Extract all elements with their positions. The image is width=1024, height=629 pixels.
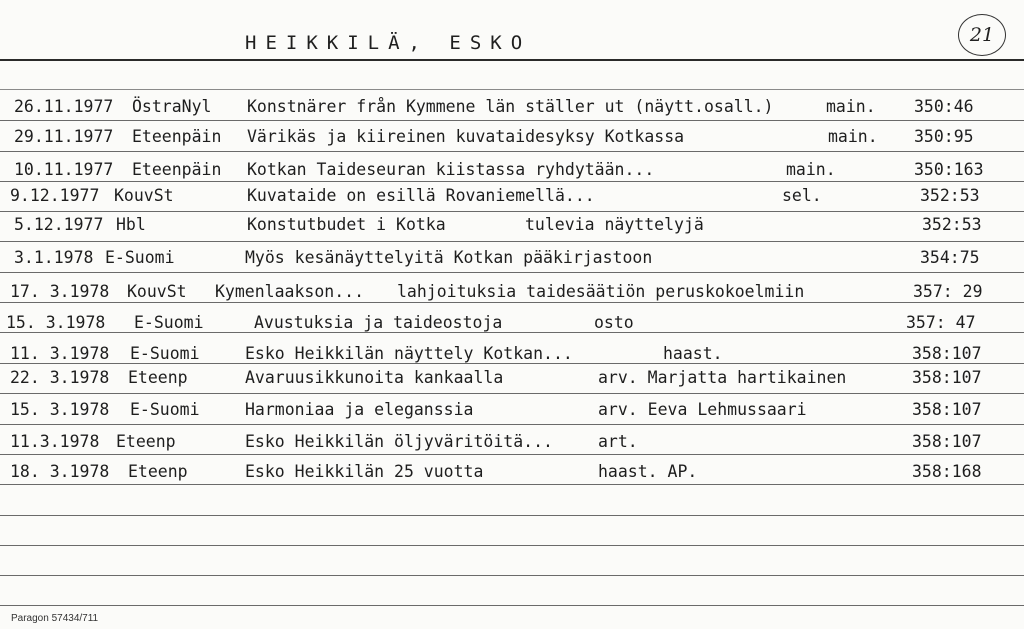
entry-headline: Konstnärer från Kymmene län ställer ut (näytt.osall.) — [247, 97, 774, 116]
entry-type: osto — [594, 313, 634, 332]
entry-headline: Myös kesänäyttelyitä Kotkan pääkirjastoon — [245, 248, 653, 267]
entry-source: E-Suomi — [130, 400, 200, 419]
entry-signum: 357: 47 — [906, 313, 976, 332]
entry-signum: 354:75 — [920, 248, 980, 267]
entry-headline: Esko Heikkilän 25 vuotta — [245, 462, 484, 481]
entry-row — [0, 281, 1024, 307]
entry-date: 15. 3.1978 — [6, 313, 106, 332]
entry-source: E-Suomi — [105, 248, 175, 267]
entry-type: arv. Marjatta hartikainen — [598, 368, 847, 387]
entry-headline: Avustuksia ja taideostoja — [254, 313, 503, 332]
entry-type: main. — [786, 160, 836, 179]
entry-source: Eteenpäin — [132, 160, 222, 179]
ruled-line — [0, 545, 1024, 546]
ruled-line — [0, 575, 1024, 576]
entry-signum: 357: 29 — [913, 282, 983, 301]
entry-type: arv. Eeva Lehmussaari — [598, 400, 807, 419]
entry-headline: Värikäs ja kiireinen kuvataidesyksy Kotkassa — [247, 127, 685, 146]
ruled-line — [0, 89, 1024, 90]
entry-headline: Esko Heikkilän näyttely Kotkan... — [245, 344, 573, 363]
entry-signum: 350:95 — [914, 127, 974, 146]
entry-row — [0, 461, 1024, 487]
entry-row — [0, 126, 1024, 152]
entry-type: tulevia näyttelyjä — [525, 215, 704, 234]
entry-signum: 350:46 — [914, 97, 974, 116]
entry-row — [0, 185, 1024, 211]
entry-headline: Avaruusikkunoita kankaalla — [245, 368, 504, 387]
entry-row — [0, 431, 1024, 457]
entry-row — [0, 399, 1024, 425]
entry-headline: Esko Heikkilän öljyväritöitä... — [245, 432, 553, 451]
entry-date: 15. 3.1978 — [10, 400, 110, 419]
entry-date: 3.1.1978 — [14, 248, 94, 267]
title-rule — [0, 59, 1024, 61]
entry-type: main. — [828, 127, 878, 146]
entry-signum: 358:107 — [912, 344, 982, 363]
entry-source: ÖstraNyl — [132, 97, 212, 116]
entry-type: main. — [826, 97, 876, 116]
entry-date: 11.3.1978 — [10, 432, 100, 451]
entry-source: Eteenp — [128, 462, 188, 481]
entry-signum: 350:163 — [914, 160, 984, 179]
entry-date: 17. 3.1978 — [10, 282, 110, 301]
entry-source: Eteenp — [116, 432, 176, 451]
entry-signum: 358:107 — [912, 400, 982, 419]
entry-row — [0, 312, 1024, 338]
ruled-line — [0, 605, 1024, 606]
entry-headline: Kuvataide on esillä Rovaniemellä... — [247, 186, 595, 205]
entry-source: Hbl — [116, 215, 146, 234]
entry-date: 26.11.1977 — [14, 97, 114, 116]
entry-signum: 358:168 — [912, 462, 982, 481]
entry-signum: 358:107 — [912, 432, 982, 451]
entry-type: art. — [598, 432, 638, 451]
entry-row — [0, 96, 1024, 122]
ruled-line — [0, 211, 1024, 212]
card-title: HEIKKILÄ, ESKO — [245, 32, 532, 54]
entry-source: Eteenpäin — [132, 127, 222, 146]
entry-headline: Kotkan Taideseuran kiistassa ryhdytään... — [247, 160, 655, 179]
entry-headline: Kymenlaakson... — [215, 282, 365, 301]
entry-date: 11. 3.1978 — [10, 344, 110, 363]
entry-date: 5.12.1977 — [14, 215, 104, 234]
entry-signum: 358:107 — [912, 368, 982, 387]
entry-date: 22. 3.1978 — [10, 368, 110, 387]
entry-type: haast. AP. — [598, 462, 698, 481]
ruled-line — [0, 393, 1024, 394]
card-number: 21 — [958, 14, 1006, 56]
entry-headline: Harmoniaa ja eleganssia — [245, 400, 474, 419]
entry-source: E-Suomi — [134, 313, 204, 332]
entry-type: sel. — [782, 186, 822, 205]
entry-signum: 352:53 — [920, 186, 980, 205]
entry-source: E-Suomi — [130, 344, 200, 363]
entry-source: Eteenp — [128, 368, 188, 387]
entry-headline: Konstutbudet i Kotka — [247, 215, 446, 234]
entry-row — [0, 343, 1024, 369]
entry-date: 29.11.1977 — [14, 127, 114, 146]
entry-source: KouvSt — [127, 282, 187, 301]
entry-row — [0, 367, 1024, 393]
entry-signum: 352:53 — [922, 215, 982, 234]
entry-date: 10.11.1977 — [14, 160, 114, 179]
entry-date: 9.12.1977 — [10, 186, 100, 205]
card-footer-print: Paragon 57434/711 — [11, 613, 99, 624]
entry-type: lahjoituksia taidesäätiön peruskokoelmiin — [397, 282, 805, 301]
ruled-line — [0, 515, 1024, 516]
entry-date: 18. 3.1978 — [10, 462, 110, 481]
ruled-line — [0, 241, 1024, 242]
entry-type: haast. — [663, 344, 723, 363]
entry-row — [0, 159, 1024, 185]
entry-row — [0, 214, 1024, 240]
entry-source: KouvSt — [114, 186, 174, 205]
entry-row — [0, 247, 1024, 273]
